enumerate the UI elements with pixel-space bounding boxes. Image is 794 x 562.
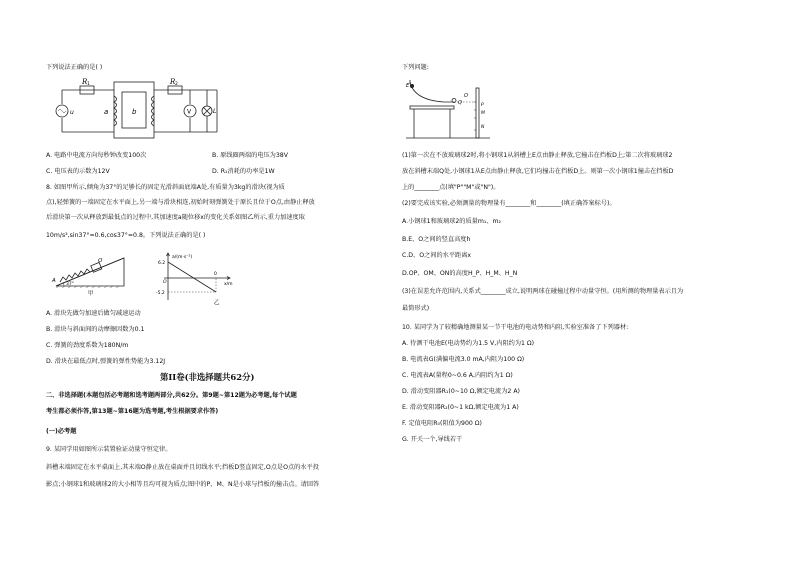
point-e-label: E — [406, 83, 410, 89]
source-u-label: u — [70, 109, 74, 116]
caption-yi: 乙 — [214, 300, 220, 306]
angle-label: 37° — [66, 282, 74, 287]
q9-part2-option-a: A.小钢球1和玻璃球2的质量m₁、m₂ — [402, 218, 502, 225]
point-p-label: P — [481, 103, 484, 108]
q9-part1-line1: (1)第一次在不放玻璃球2时,将小钢球1从斜槽上E点由静止释放,它撞击在挡板D上;第二次将玻璃球2 — [402, 152, 673, 159]
q8-stem-line2: 点),轻弹簧的一端固定在水平面上,另一端与滑块相连,初始时刻弹簧处于原长且位于O点,由静止释放 — [46, 199, 315, 206]
graph-y-bottom-value: -5.2 — [156, 291, 165, 296]
part2-instructions-line1: 二、非选择题(本题包括必考题和选考题两部分,共62分。第9题~第12题为必考题,每个试题 — [46, 392, 297, 399]
q9-part2-option-c: C.D、O之间的水平距离x — [402, 252, 472, 259]
point-q-label: Q — [458, 100, 462, 106]
part2-instructions-line2: 考生都必须作答,第13题~第16题为选考题,考生根据要求作答) — [46, 408, 219, 415]
acceleration-displacement-graph — [158, 252, 238, 304]
q8-stem-line3: 后滑块第一次从释放到最低点的过程中,其加速度a随位移x的变化关系如图乙所示,重力加速度取 — [46, 214, 305, 221]
q10-item-a: A. 待测干电池E(电动势约为1.5 V,内阻约为1 Ω) — [402, 340, 535, 347]
q9-part1-line3: 上的________点(填"P""M"或"N")。 — [402, 184, 500, 191]
q10-stem: 10. 某同学为了较精确地测量某一节干电池的电动势和内阻,实验室准备了下列器材: — [402, 324, 629, 331]
r1-label: R — [82, 78, 88, 86]
q8-option-c: C. 弹簧的劲度系数为180N/m — [46, 342, 129, 349]
required-questions-label: (一)必考题 — [46, 428, 77, 435]
q10-item-e: E. 滑动变阻器R₂(0~1 kΩ,额定电流为1 A) — [402, 404, 519, 411]
q7-option-d: D. R₁消耗的功率是1W — [212, 168, 275, 175]
q8-option-a: A. 滑块先做匀加速后做匀减速运动 — [46, 310, 141, 317]
q10-item-b: B. 电流表G(满偏电流3.0 mA,内阻为100 Ω) — [402, 356, 525, 363]
q9-part1-line2: 放在斜槽末端Q处,小钢球1从E点由静止释放,它们均撞击在挡板D上。则第一次小钢球1撞击在挡板D — [402, 168, 674, 175]
q9-part2-stem: (2)要完成该实验,必须测量的物理量有________和________(填正确答案标号)。 — [402, 200, 616, 207]
point-a-label: A — [52, 278, 56, 284]
r2-label: R — [170, 78, 176, 86]
q9-part3-line2: 最简形式) — [402, 305, 430, 312]
graph-x-tick-label: 0 — [214, 272, 217, 277]
point-o-label-right: O — [464, 93, 468, 99]
q9-part2-option-d: D.OP、OM、ON的高度H_P、H_M、H_N — [402, 270, 518, 277]
voltmeter-label: V — [187, 108, 192, 116]
q9-part2-option-b: B.E、O之间的竖直高度h — [402, 236, 471, 243]
q8-option-b: B. 滑块与斜面间的动摩擦因数为0.1 — [46, 326, 145, 333]
q8-stem-line1: 8. 如图甲所示,倾角为37°的足够长的固定光滑斜面底端A处,有质量为3kg的滑块(视为质 — [46, 184, 285, 191]
q9-part3-line1: (3)在误差允许范围内,关系式________成立,说明两球在碰撞过程中动量守恒。(用所测的物理量表示且为 — [402, 288, 684, 295]
q10-item-g: G. 开关一个,导线若干 — [402, 436, 463, 443]
q10-item-f: F. 定值电阻R₀(阻值为900 Ω) — [402, 420, 482, 427]
q8-option-d: D. 滑块在最低点时,弹簧的弹性势能为3.12J — [46, 358, 166, 365]
q7-stem: 下列说法正确的是( ) — [46, 64, 103, 71]
graph-y-axis-label: a/(m·s⁻²) — [172, 255, 193, 260]
transformer-circuit-figure — [52, 80, 222, 142]
point-o-label: O — [98, 258, 103, 264]
q7-option-a: A. 电路中电流方向每秒钟改变100次 — [46, 152, 147, 159]
q10-item-c: C. 电流表A(量程0~0.6 A,内阻约为1 Ω) — [402, 372, 513, 379]
q9-stem-line3: 影点;小钢球1和玻璃球2的大小相等且均可视为质点;图中的P、M、N是小球与挡板的撞击点。请回答 — [46, 481, 320, 488]
r1-subscript: 1 — [87, 82, 90, 87]
graph-y-top-value: 6.2 — [158, 261, 166, 266]
caption-jia: 甲 — [88, 291, 94, 297]
lamp-label: L — [213, 108, 217, 115]
q9-stem-line2: 斜槽末端固定在水平桌面上,其末端O静止放在桌面并且切线水平;挡板D竖直固定,O点是O点的水平投 — [46, 464, 319, 471]
graph-origin-label: O — [163, 280, 167, 285]
graph-x-axis-label: x/m — [224, 282, 233, 287]
q9-stem-line1: 9. 某同学用如图所示装置验证动量守恒定律。 — [46, 446, 172, 453]
coil-b-label: b — [132, 108, 137, 116]
point-n-label: N — [481, 125, 485, 130]
q10-item-d: D. 滑动变阻器R₁(0~10 Ω,额定电流为2 A) — [402, 388, 520, 395]
q8-stem-line4: 10m/s²,sin37°=0.6,cos37°=0.8。下列说法正确的是( ) — [46, 232, 206, 239]
section-title: 第II卷(非选择题共62分) — [160, 372, 255, 382]
q7-option-c: C. 电压表的示数为12V — [46, 168, 110, 175]
q9-continued-intro: 下列问题: — [402, 64, 429, 71]
momentum-experiment-figure — [406, 76, 496, 142]
coil-a-label: a — [104, 108, 109, 116]
point-m-label: M — [481, 111, 485, 116]
r2-subscript: 2 — [175, 82, 178, 87]
q7-option-b: B. 原线圈两端的电压为38V — [212, 152, 288, 159]
incline-spring-figure — [52, 250, 130, 297]
